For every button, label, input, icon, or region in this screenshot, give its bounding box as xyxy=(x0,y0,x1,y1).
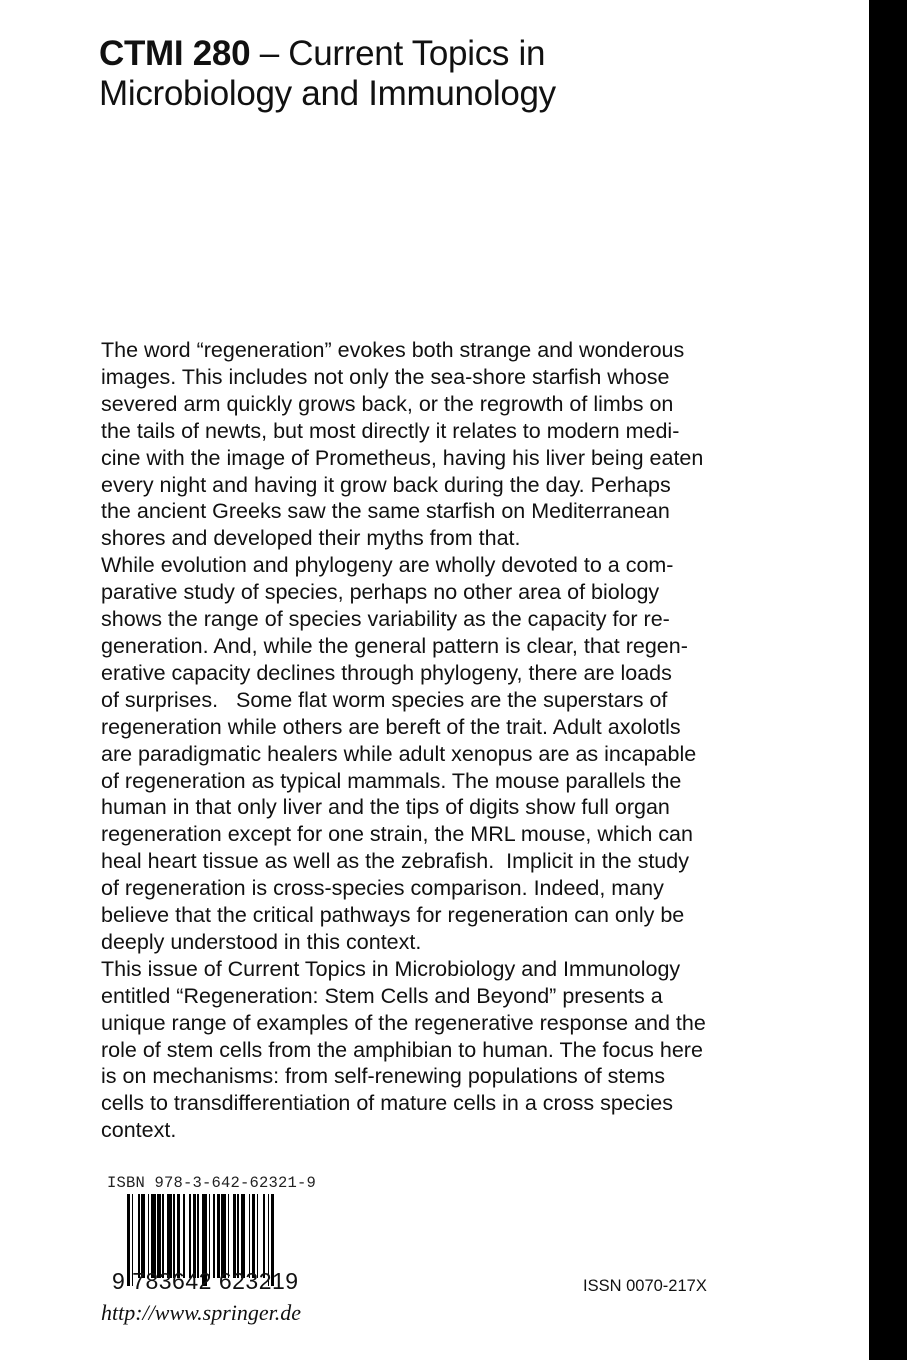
spine-strip xyxy=(869,0,907,1360)
barcode xyxy=(127,1194,317,1278)
barcode-bar xyxy=(257,1194,259,1278)
barcode-bar xyxy=(217,1194,220,1278)
text-line: generation. And, while the general pattern is clear, that regen- xyxy=(101,633,688,658)
text-line: role of stem cells from the amphibian to human. The focus here xyxy=(101,1037,703,1062)
barcode-bar xyxy=(263,1194,265,1278)
text-line: regeneration except for one strain, the MRL mouse, which can xyxy=(101,822,693,847)
text-line: cine with the image of Prometheus, having his liver being eaten xyxy=(101,445,704,470)
barcode-bar xyxy=(221,1194,226,1278)
text-line: While evolution and phylogeny are wholly devoted to a com- xyxy=(101,553,674,578)
title-line-1 xyxy=(99,34,839,74)
barcode-bar xyxy=(237,1194,239,1278)
text-line: parative study of species, perhaps no other area of biology xyxy=(101,580,660,605)
barcode-bar xyxy=(141,1194,144,1278)
text-line: context. xyxy=(101,1118,177,1143)
isbn-barcode-block xyxy=(107,1174,347,1192)
title-line-2: Microbiology and Immunology xyxy=(99,74,556,113)
text-line: The word “regeneration” evokes both strange and wonderous xyxy=(101,338,685,362)
text-line: are paradigmatic healers while adult xenopus are as incapable xyxy=(101,741,697,766)
text-line: heal heart tissue as well as the zebrafish. Implicit in the study xyxy=(101,849,689,874)
paragraph-2 xyxy=(101,552,741,956)
barcode-bar xyxy=(252,1194,255,1278)
text-line: is on mechanisms: from self-renewing populations of stems xyxy=(101,1064,666,1089)
barcode-bar xyxy=(173,1194,175,1278)
barcode-digits: 9 783642 623219 xyxy=(112,1268,299,1294)
text-line: shores and developed their myths from that. xyxy=(101,526,521,551)
barcode-bar xyxy=(249,1194,251,1278)
barcode-bar xyxy=(241,1194,246,1278)
title-rest: – Current Topics in xyxy=(259,34,546,73)
text-line: believe that the critical pathways for regeneration can only be xyxy=(101,903,685,928)
barcode-bar xyxy=(228,1194,230,1278)
publisher-url: http://www.springer.de xyxy=(101,1300,302,1325)
barcode-bar xyxy=(183,1194,185,1278)
barcode-bar xyxy=(189,1194,191,1278)
text-line: images. This includes not only the sea-shore starfish whose xyxy=(101,364,670,389)
barcode-bar xyxy=(157,1194,160,1278)
text-line: erative capacity declines through phylogeny, there are loads xyxy=(101,660,672,685)
series-title xyxy=(99,34,839,114)
text-line: the ancient Greeks saw the same starfish on Mediterranean xyxy=(101,499,670,524)
text-line: severed arm quickly grows back, or the regrowth of limbs on xyxy=(101,391,674,416)
text-line: regeneration while others are bereft of the trait. Adult axolotls xyxy=(101,714,681,739)
text-line: cells to transdifferentiation of mature cells in a cross species xyxy=(101,1091,674,1116)
series-code: CTMI 280 xyxy=(99,34,251,73)
text-line: entitled “Regeneration: Stem Cells and Beyond” presents a xyxy=(101,983,663,1008)
paragraph-1 xyxy=(101,337,741,552)
text-line: deeply understood in this context. xyxy=(101,929,422,954)
isbn-label: ISBN 978-3-642-62321-9 xyxy=(107,1174,317,1192)
text-line: the tails of newts, but most directly it relates to modern medi- xyxy=(101,418,680,443)
text-line: unique range of examples of the regenerative response and the xyxy=(101,1010,706,1035)
text-line: human in that only liver and the tips of digits show full organ xyxy=(101,795,670,820)
text-line: shows the range of species variability as the capacity for re- xyxy=(101,607,670,632)
issn-number: ISSN 0070-217X xyxy=(583,1277,707,1295)
barcode-bar xyxy=(233,1194,236,1278)
barcode-bar xyxy=(167,1194,172,1278)
text-line: of surprises. Some flat worm species are the superstars of xyxy=(101,687,668,712)
barcode-bar xyxy=(193,1194,196,1278)
barcode-bar xyxy=(197,1194,199,1278)
barcode-bar xyxy=(162,1194,164,1278)
barcode-bar xyxy=(148,1194,150,1278)
blurb-text xyxy=(101,337,741,1144)
barcode-bar xyxy=(151,1194,156,1278)
barcode-bar xyxy=(177,1194,180,1278)
barcode-bar xyxy=(213,1194,215,1278)
text-line: of regeneration as typical mammals. The mouse parallels the xyxy=(101,768,682,793)
text-line: every night and having it grow back during the day. Perhaps xyxy=(101,472,671,497)
barcode-bar xyxy=(138,1194,140,1278)
barcode-bar xyxy=(209,1194,211,1278)
text-line: of regeneration is cross-species comparison. Indeed, many xyxy=(101,876,664,901)
text-line: This issue of Current Topics in Microbiology and Immunology xyxy=(101,956,681,981)
paragraph-3 xyxy=(101,956,741,1144)
